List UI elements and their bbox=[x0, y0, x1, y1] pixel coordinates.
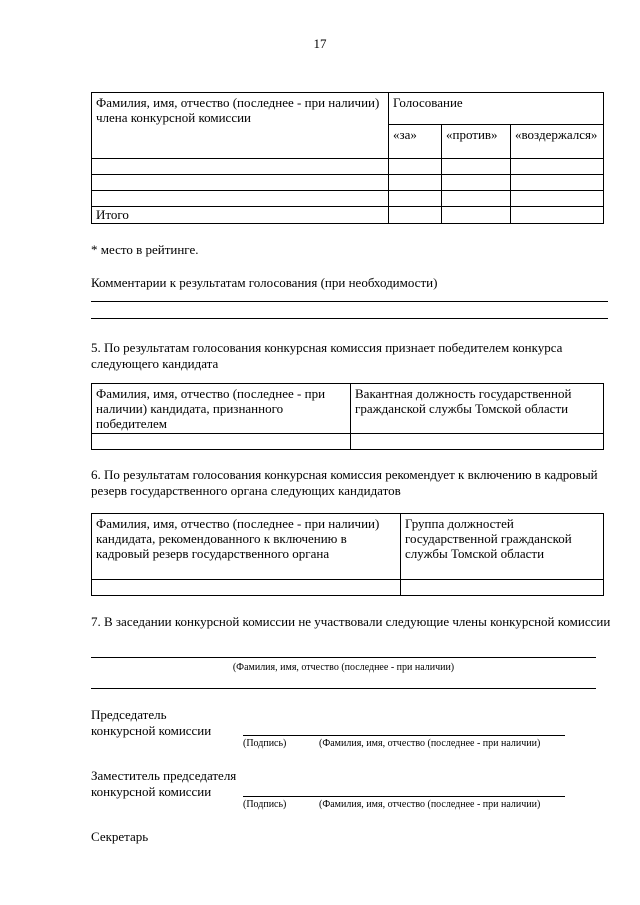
absent-line bbox=[91, 688, 596, 689]
page-number: 17 bbox=[313, 36, 327, 51]
total-label: Итого bbox=[92, 207, 389, 224]
secretary-label: Секретарь bbox=[91, 829, 149, 844]
sign-caption: (Подпись) bbox=[243, 738, 287, 749]
voting-table bbox=[91, 92, 604, 224]
winner-table bbox=[91, 383, 604, 450]
comment-line bbox=[91, 318, 608, 319]
table-row bbox=[92, 207, 604, 224]
absent-line bbox=[91, 657, 596, 658]
comments-label: Комментарии к результатам голосования (при необходимости) bbox=[91, 275, 438, 290]
table-row bbox=[92, 159, 604, 175]
chairman-label: Председатель bbox=[91, 707, 167, 722]
section6-text: 6. По результатам голосования конкурсная комиссия рекомендует к включению в кадровый резерв государственного органа следующих кандидатов bbox=[91, 467, 598, 498]
chairman-label-2: конкурсной комиссии bbox=[91, 723, 212, 738]
winner-position-header: Вакантная должность государственной гражданской службы Томской области bbox=[351, 384, 604, 434]
vote-against-header: «против» bbox=[442, 125, 511, 159]
winner-name-header: Фамилия, имя, отчество (последнее - при наличии) кандидата, признанного победителем bbox=[92, 384, 351, 434]
sign-caption: (Подпись) bbox=[243, 799, 287, 810]
table-row bbox=[92, 175, 604, 191]
table-row bbox=[92, 580, 604, 596]
section7-text: 7. В заседании конкурсной комиссии не участвовали следующие члены конкурсной комиссии bbox=[91, 614, 611, 629]
table-row bbox=[92, 191, 604, 207]
deputy-label: Заместитель председателя bbox=[91, 768, 237, 783]
deputy-label-2: конкурсной комиссии bbox=[91, 784, 212, 799]
signature-line bbox=[243, 735, 565, 736]
name-caption: (Фамилия, имя, отчество (последнее - при наличии) bbox=[319, 738, 541, 749]
reserve-table bbox=[91, 513, 604, 596]
rating-note: * место в рейтинге. bbox=[91, 242, 199, 257]
section5-text: 5. По результатам голосования конкурсная комиссия признает победителем конкурса следующего кандидата bbox=[91, 340, 563, 371]
voting-header: Голосование bbox=[389, 93, 604, 125]
comment-line bbox=[91, 301, 608, 302]
vote-for-header: «за» bbox=[389, 125, 442, 159]
vote-abstain-header: «воздержался» bbox=[511, 125, 604, 159]
voting-name-header: Фамилия, имя, отчество (последнее - при наличии) члена конкурсной комиссии bbox=[92, 93, 389, 159]
signature-line bbox=[243, 796, 565, 797]
reserve-name-header: Фамилия, имя, отчество (последнее - при наличии) кандидата, рекомендованного к включению в кадровый резерв государственного органа bbox=[92, 514, 401, 580]
reserve-group-header: Группа должностей государственной гражданской службы Томской области bbox=[401, 514, 604, 580]
table-row bbox=[92, 434, 604, 450]
name-caption: (Фамилия, имя, отчество (последнее - при наличии) bbox=[319, 799, 541, 810]
absent-caption: (Фамилия, имя, отчество (последнее - при наличии) bbox=[232, 662, 455, 673]
